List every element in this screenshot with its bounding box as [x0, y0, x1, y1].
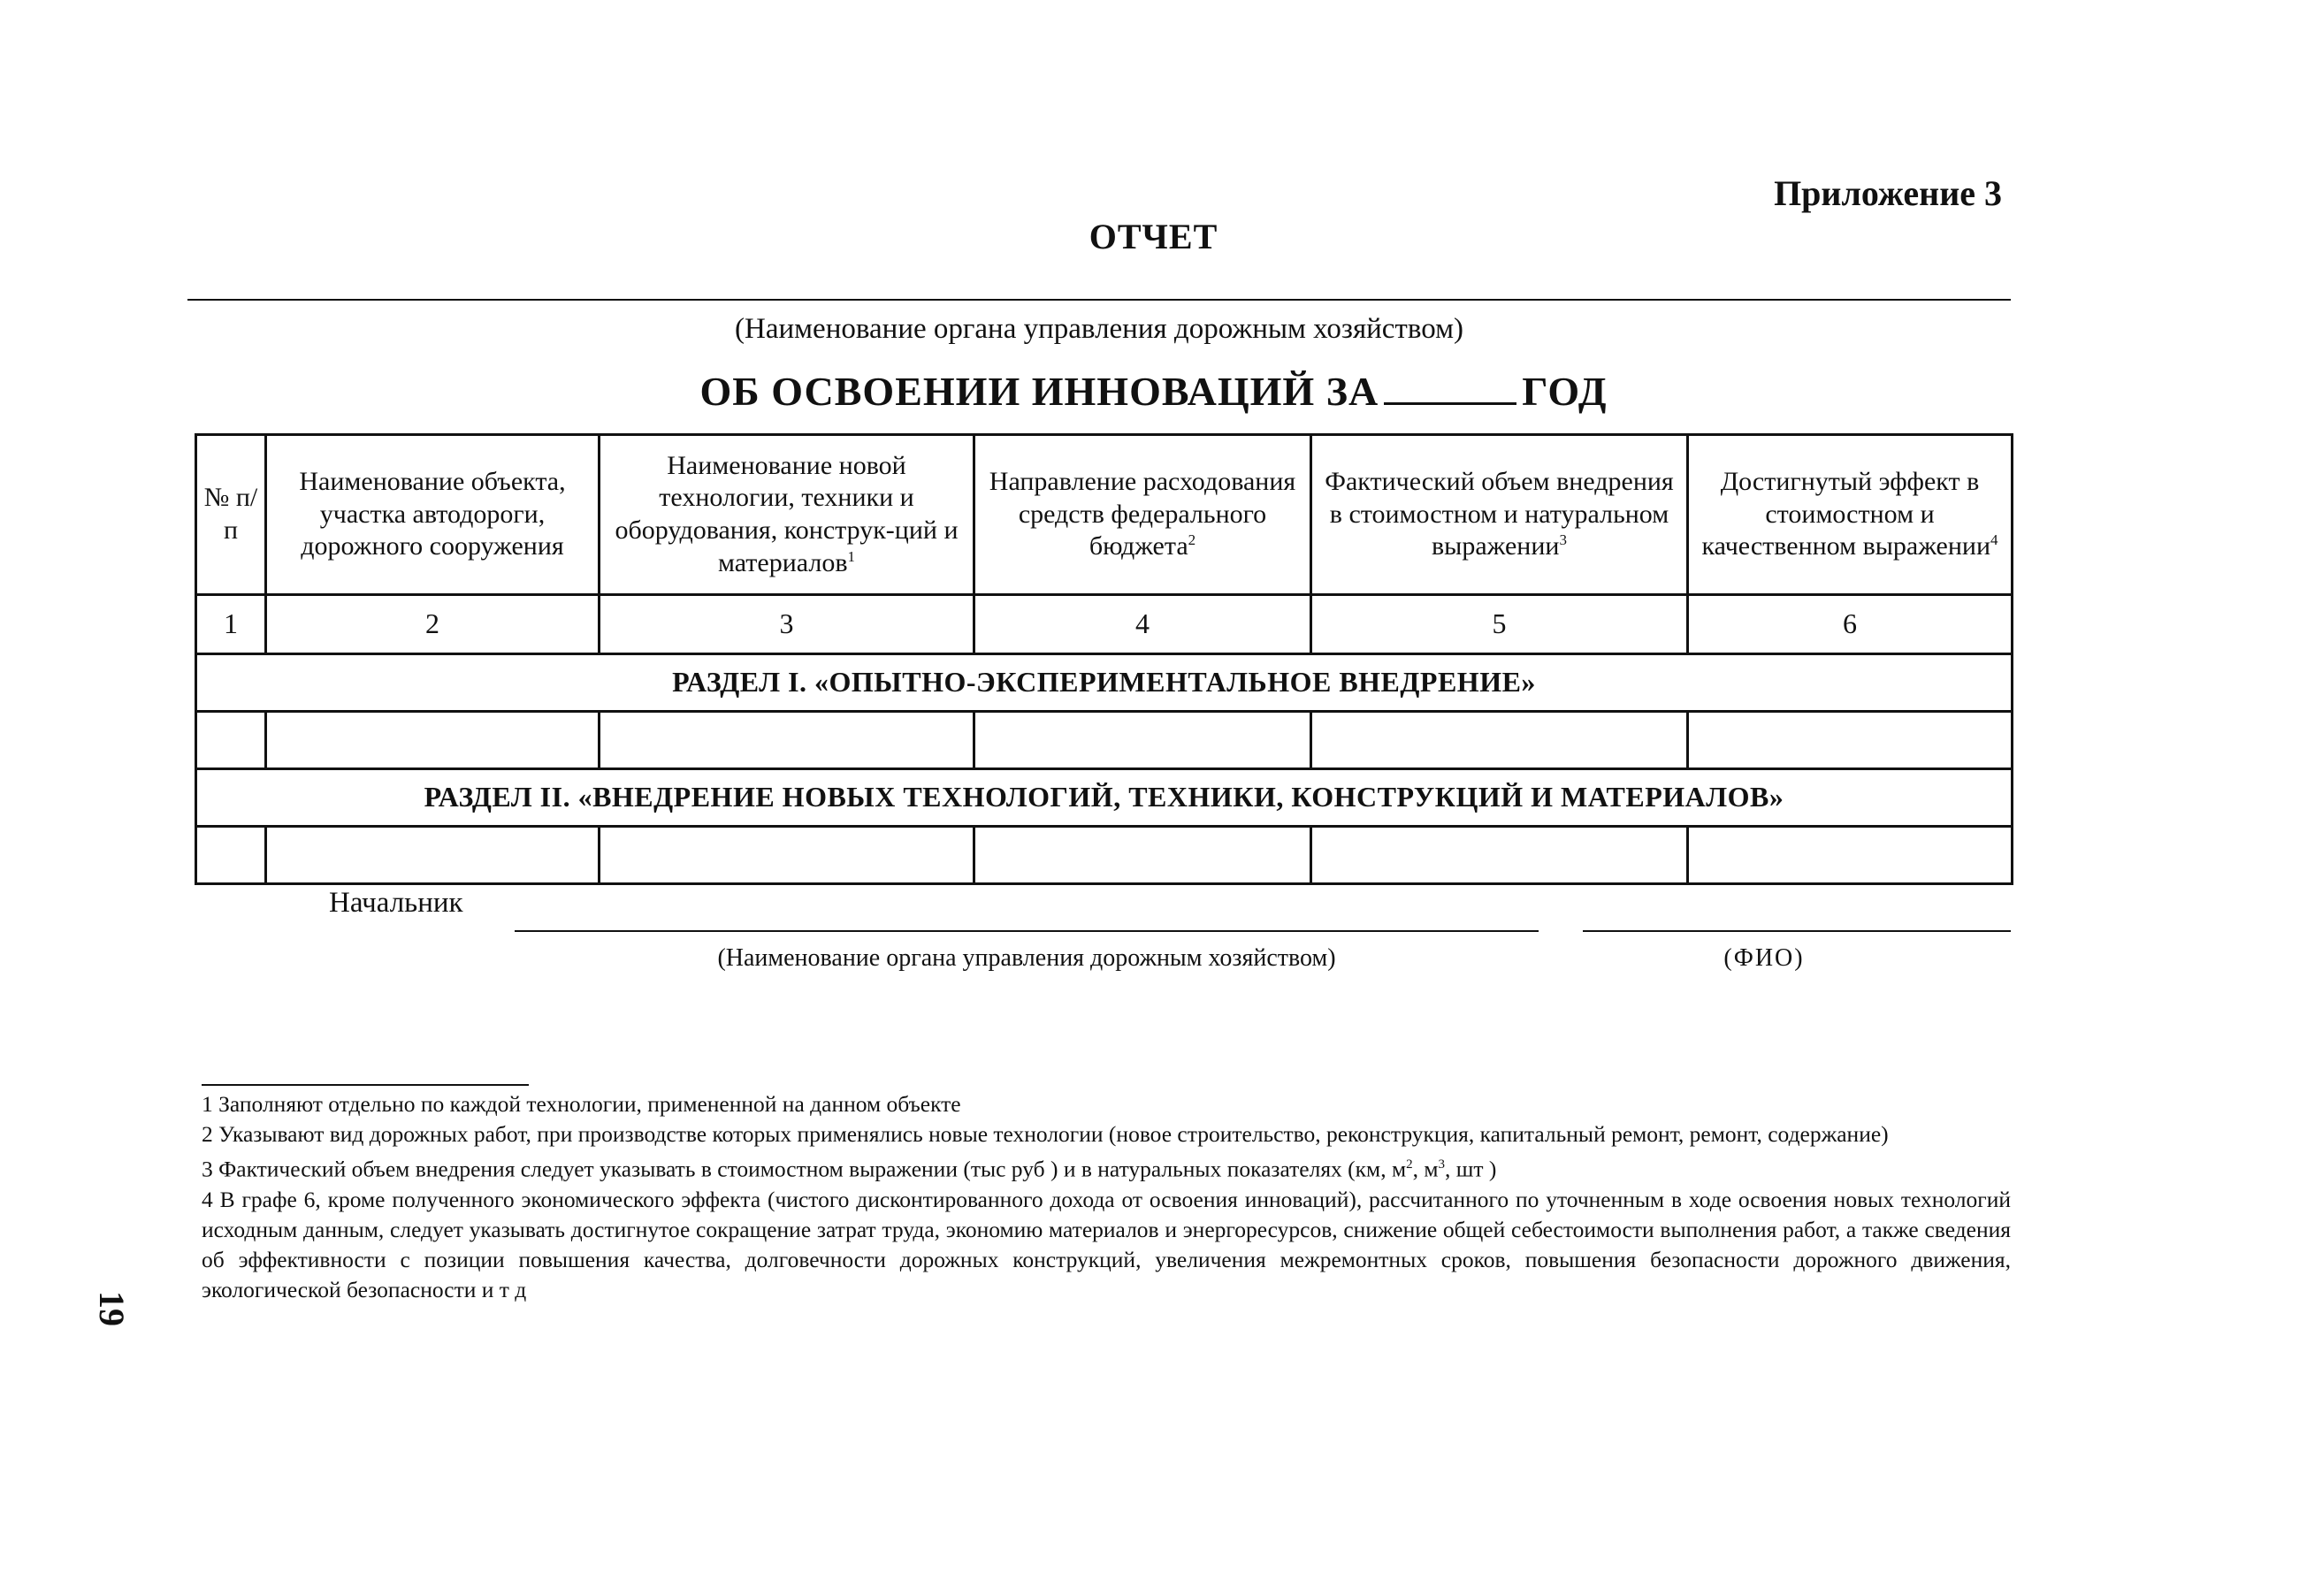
header-cell-achieved-effect: Достигнутый эффект в стоимостном и качественном выражении$^4$ — [1688, 435, 2013, 595]
header-cell-object: Наименование объекта, участка автодороги, дорожного сооружения — [266, 435, 600, 595]
empty-cell — [1311, 712, 1688, 769]
section-2-row — [196, 769, 2013, 827]
subtitle-text-before: ОБ ОСВОЕНИИ ИННОВАЦИЙ ЗА — [699, 369, 1379, 414]
empty-cell — [1311, 827, 1688, 884]
signature-name-line — [1583, 930, 2011, 932]
column-number: 5 — [1311, 595, 1688, 654]
footnote-separator — [202, 1084, 529, 1086]
year-blank — [1384, 369, 1516, 405]
empty-cell — [196, 712, 266, 769]
empty-cell — [600, 827, 974, 884]
empty-cell — [266, 712, 600, 769]
signature-org-line — [515, 930, 1539, 932]
table-row — [196, 827, 2013, 884]
page-number: 19 — [92, 1291, 132, 1326]
empty-cell — [600, 712, 974, 769]
section-2-title: РАЗДЕЛ II. «ВНЕДРЕНИЕ НОВЫХ ТЕХНОЛОГИЙ, ТЕХНИКИ, КОНСТРУКЦИЙ И МАТЕРИАЛОВ» — [196, 769, 2013, 827]
chief-label: Начальник — [329, 887, 463, 919]
table-row — [196, 712, 2013, 769]
appendix-label: Приложение 3 — [1774, 173, 2002, 213]
footnote-1: 1 Заполняют отдельно по каждой технологии, примененной на данном объекте — [202, 1091, 961, 1117]
section-1-title: РАЗДЕЛ I. «ОПЫТНО-ЭКСПЕРИМЕНТАЛЬНОЕ ВНЕДРЕНИЕ» — [196, 654, 2013, 712]
section-1-row — [196, 654, 2013, 712]
header-cell-technology: Наименование новой технологии, техники и оборудования, конструк-ций и материалов$^1$ — [600, 435, 974, 595]
footnote-4: 4 В графе 6, кроме полученного экономического эффекта (чистого дисконтированного дохода от освоения инноваций), рассчитанного по уточненным в ходе освоения новых технологий исходным данным, следует указывать достигнутое сокращение затрат труда, экономию материалов и энергоресурсов, снижение общей себестоимости выполнения работ, а также сведения об эффективности с позиции повышения качества, долговечности дорожных конструкций, увеличения межремонтных сроков, повышения безопасности дорожного движения, экологической безопасности и т д — [202, 1186, 2011, 1302]
header-cell-number: № п/п — [196, 435, 266, 595]
column-number: 3 — [600, 595, 974, 654]
footnotes — [202, 1089, 2011, 1305]
signature-org-caption: (Наименование органа управления дорожным хозяйством) — [717, 944, 1336, 972]
report-subtitle — [0, 368, 2307, 415]
subtitle-text-after: ГОД — [1522, 369, 1608, 414]
empty-cell — [974, 712, 1311, 769]
report-table — [195, 433, 2013, 885]
org-name-caption: (Наименование органа управления дорожным хозяйством) — [735, 313, 1463, 345]
org-name-line — [187, 299, 2011, 301]
empty-cell — [196, 827, 266, 884]
column-number: 1 — [196, 595, 266, 654]
empty-cell — [1688, 827, 2013, 884]
footnote-3: 3 Фактический объем внедрения следует указывать в стоимостном выражении (тыс руб ) и в натуральных показателях (км, $м^2$, $м^3$, шт ) — [202, 1156, 1497, 1182]
empty-cell — [974, 827, 1311, 884]
empty-cell — [266, 827, 600, 884]
column-number-row — [196, 595, 2013, 654]
header-cell-budget-direction: Направление расходования средств федерального бюджета$^2$ — [974, 435, 1311, 595]
column-number: 6 — [1688, 595, 2013, 654]
column-number: 2 — [266, 595, 600, 654]
signature-name-caption: (ФИО) — [1723, 944, 1805, 972]
footnote-2: 2 Указывают вид дорожных работ, при производстве которых применялись новые технологии (новое строительство, реконструкция, капитальный ремонт, ремонт, содержание) — [202, 1121, 1889, 1147]
report-title: ОТЧЕТ — [1089, 217, 1218, 256]
column-number: 4 — [974, 595, 1311, 654]
header-cell-actual-volume: Фактический объем внедрения в стоимостном и натуральном выражении$^3$ — [1311, 435, 1688, 595]
empty-cell — [1688, 712, 2013, 769]
table-header-row — [196, 435, 2013, 595]
